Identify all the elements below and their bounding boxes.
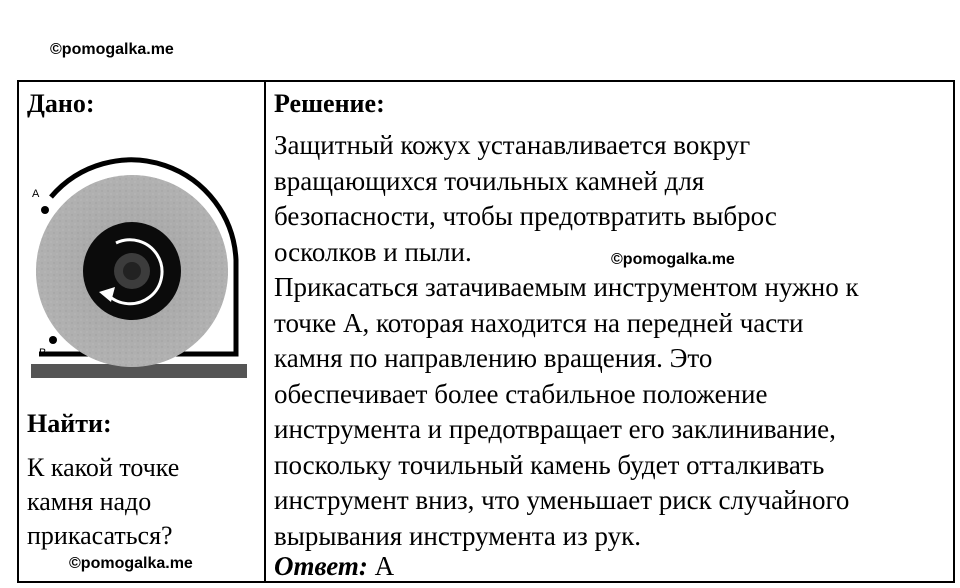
find-line: прикасаться? <box>27 521 173 550</box>
find-question <box>27 451 257 553</box>
text-line: вращающихся точильных камней для <box>274 165 705 196</box>
given-heading: Дано: <box>27 89 95 118</box>
text-line: камня по направлению вращения. Это <box>274 343 713 373</box>
text-line: вырывания инструмента из рук. <box>274 520 642 551</box>
point-a-marker <box>41 206 49 214</box>
text-line: инструмент вниз, что уменьшает риск случайного <box>274 485 850 515</box>
solution-table <box>17 80 955 583</box>
find-line: камня надо <box>27 487 152 516</box>
solution-column <box>266 82 953 581</box>
answer-value: А <box>374 551 395 581</box>
answer-line <box>274 550 394 582</box>
point-a-label: A <box>32 188 40 200</box>
text-line: Прикасаться затачиваемым инструментом нужно к <box>274 272 859 302</box>
solution-heading: Решение: <box>274 89 385 118</box>
text-line: поскольку точильный камень будет отталкивать <box>274 449 825 480</box>
solution-text <box>274 128 954 554</box>
watermark-middle: ©pomogalka.me <box>611 251 735 268</box>
find-line: К какой точке <box>27 453 180 482</box>
given-column <box>19 82 264 581</box>
text-line: безопасности, чтобы предотвратить выброс <box>274 201 777 231</box>
solution-paragraph-2 <box>274 270 954 554</box>
watermark-top: ©pomogalka.me <box>50 41 174 58</box>
answer-label: Ответ: <box>274 551 368 581</box>
text-line: осколков и пыли. <box>274 236 472 267</box>
text-line: Защитный кожух устанавливается вокруг <box>274 130 751 160</box>
grinding-wheel-diagram <box>29 142 251 402</box>
find-heading: Найти: <box>27 409 112 438</box>
text-line: точке А, которая находится на передней части <box>274 307 804 338</box>
text-line: обеспечивает более стабильное положение <box>274 378 768 409</box>
point-b-marker <box>49 336 57 344</box>
point-b-label: B <box>39 347 47 359</box>
text-line: инструмента и предотвращает его заклинивание, <box>274 414 836 444</box>
watermark-bottom: ©pomogalka.me <box>69 555 193 572</box>
solution-paragraph-1 <box>274 128 954 270</box>
